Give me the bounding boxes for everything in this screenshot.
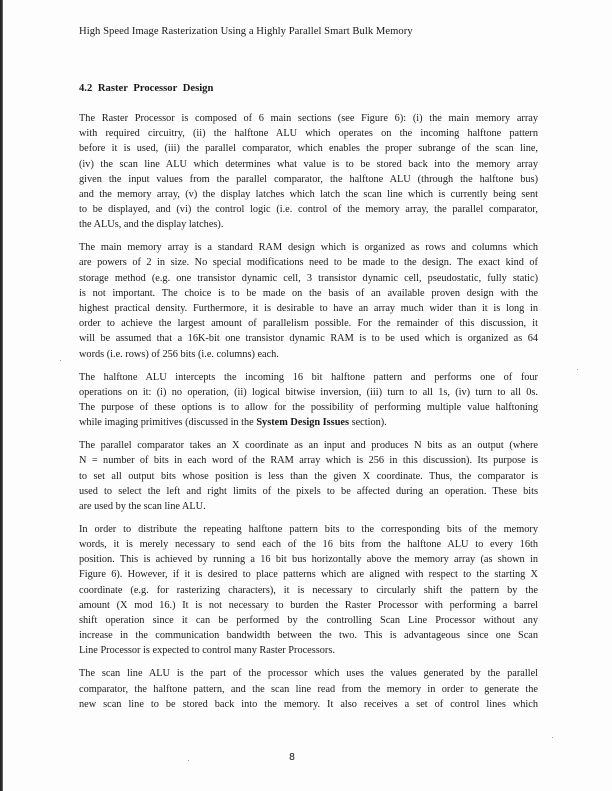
text-line: The Raster Processor is composed of 6 main sections (see Figure 6): (i) the main memory array	[79, 113, 538, 124]
text-line: to set all output bits whose position is less than the given X coordinate. Thus, the comparator is	[79, 470, 538, 482]
text-line: position. This is achieved by running a 16 bit bus horizontally above the memory array (as shown in	[79, 554, 538, 566]
text-line: The halftone ALU intercepts the incoming 16 bit halftone pattern and performs one of four	[79, 371, 538, 383]
text-line: are powers of 2 in size. No special modifications need to be made to the design. The exact kind of	[79, 257, 538, 269]
text-line: to be displayed, and (vi) the control logic (i.e. control of the memory array, the parallel comparator,	[79, 204, 538, 216]
text-line: highest practical density. Furthermore, it is desirable to have an array much wider than it is long in	[79, 303, 538, 315]
text-line: operations on it: (i) no operation, (ii) logical bitwise inversion, (iii) turn to all 1s, (iv) turn to all 0s.	[79, 386, 538, 398]
text-run: section).	[349, 417, 387, 429]
scan-speck	[188, 760, 189, 761]
text-line: N = number of bits in each word of the RAM array which is 256 in this discussion). Its purpose is	[79, 455, 538, 467]
paragraph-memory-array	[79, 240, 538, 362]
paragraph-halftone-alu	[79, 370, 538, 431]
text-line: storage method (e.g. one transistor dynamic cell, 3 transistor dynamic cell, pseudostatic, fully static)	[79, 272, 538, 284]
scan-speck	[60, 360, 61, 361]
scan-speck	[577, 369, 578, 370]
text-line: order to achieve the largest amount of parallelism possible. For the remainder of this discussion, it	[79, 318, 538, 330]
text-line: The main memory array is a standard RAM design which is organized as rows and columns which	[79, 242, 538, 254]
bold-reference-system-design-issues: System Design Issues	[256, 417, 349, 429]
body-text	[79, 111, 538, 720]
section-heading: 4.2 Raster Processor Design	[79, 83, 214, 94]
text-line: words (i.e. rows) of 256 bits (i.e. columns) each.	[79, 348, 279, 360]
text-run: while imaging primitives (discussed in the	[79, 417, 257, 429]
text-line: words, it is merely necessary to send each of the 16 bits from the halftone ALU to every 16th	[79, 539, 538, 551]
text-line: used to select the left and right limits of the pixels to be affected during an operation. These bits	[79, 485, 538, 497]
text-line: the ALUs, and the display latches).	[79, 219, 224, 231]
paragraph-halftone-distribution	[79, 522, 538, 659]
text-line: The scan line ALU is the part of the processor which uses the values generated by the parallel	[79, 668, 538, 680]
text-line: will be assumed that a 16K-bit one transistor dynamic RAM is to be used which is organized as 64	[79, 333, 538, 345]
text-line: is not important. The choice is to be made on the basis of an available proven design with the	[79, 287, 538, 299]
text-line: given the input values from the parallel comparator, the halftone ALU (through the halftone bus)	[79, 173, 538, 185]
text-line: and the memory array, (v) the display latches which latch the scan line which is currently being sent	[79, 188, 538, 200]
text-line: (iv) the scan line ALU which determines what value is to be stored back into the memory array	[79, 158, 538, 170]
text-line: increase in the communication bandwidth between the two. This is advantageous since one Scan	[79, 630, 538, 642]
running-header: High Speed Image Rasterization Using a Highly Parallel Smart Bulk Memory	[79, 26, 413, 37]
paragraph-scan-line-alu	[79, 666, 538, 712]
scan-speck	[552, 737, 553, 738]
text-line: The parallel comparator takes an X coordinate as an input and produces N bits as an output (where	[79, 440, 538, 452]
text-line: amount (X mod 16.) It is not necessary to burden the Raster Processor with performing a barrel	[79, 599, 538, 611]
text-line: with required circuitry, (ii) the halftone ALU which operates on the incoming halftone pattern	[79, 128, 538, 140]
text-line: In order to distribute the repeating halftone pattern bits to the corresponding bits of the memory	[79, 523, 538, 535]
text-line: Figure 6). However, if it is desired to place patterns which are aligned with respect to the starting X	[79, 569, 538, 581]
text-line: new scan line to be stored back into the memory. It also receives a set of control lines which	[79, 698, 538, 710]
text-line: Line Processor is expected to control many Raster Processors.	[79, 645, 335, 657]
text-line: before it is used, (iii) the parallel comparator, which enables the proper subrange of the scan line,	[79, 143, 538, 155]
text-line: The purpose of these options is to allow for the possibility of performing multiple value halftoning	[79, 401, 538, 413]
paragraph-parallel-comparator	[79, 438, 538, 514]
text-line	[79, 415, 538, 430]
text-line: shift operation since it can be performed by the controlling Scan Line Processor without any	[79, 615, 538, 626]
text-line: comparator, the halftone pattern, and the scan line read from the memory in order to generate the	[79, 683, 538, 695]
paragraph-sections-overview	[79, 111, 538, 233]
text-line: are used by the scan line ALU.	[79, 500, 206, 512]
text-line: coordinate (e.g. for rasterizing characters), it is necessary to circularly shift the pattern by the	[79, 584, 538, 596]
page-number: 8	[289, 752, 296, 763]
scan-edge-artifact	[0, 0, 3, 791]
